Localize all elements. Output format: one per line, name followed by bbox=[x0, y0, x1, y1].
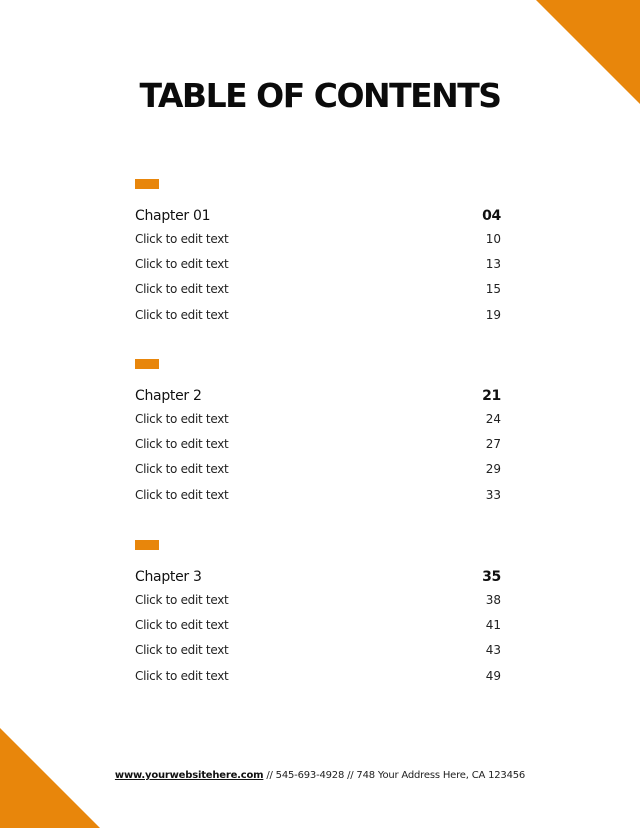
toc-entry-page-number: 27 bbox=[485, 437, 501, 452]
toc-entry-label: Click to edit text bbox=[135, 257, 229, 272]
toc-entry[interactable] bbox=[135, 232, 501, 257]
chapter-page-number: 35 bbox=[482, 569, 501, 585]
toc-entry-page-number: 49 bbox=[485, 668, 501, 683]
chapter-title: Chapter 2 bbox=[135, 388, 202, 404]
toc-entry-label: Click to edit text bbox=[135, 232, 229, 246]
chapter-page-number: 04 bbox=[482, 208, 501, 224]
toc-entry-label: Click to edit text bbox=[135, 618, 229, 633]
toc-entry-label: Click to edit text bbox=[135, 412, 229, 426]
chapter-row[interactable] bbox=[135, 208, 501, 232]
toc-entry[interactable] bbox=[135, 488, 501, 513]
toc-section-chapter-3 bbox=[135, 540, 501, 694]
accent-bar bbox=[135, 179, 159, 189]
toc-entry-label: Click to edit text bbox=[135, 462, 229, 477]
toc-entry-page-number: 41 bbox=[485, 618, 501, 633]
chapter-row[interactable] bbox=[135, 388, 501, 412]
chapter-page-number: 21 bbox=[482, 388, 501, 404]
toc-entry-page-number: 24 bbox=[485, 412, 501, 426]
accent-bar bbox=[135, 359, 159, 369]
toc-section-chapter-2 bbox=[135, 359, 501, 513]
toc-entry-label: Click to edit text bbox=[135, 307, 229, 322]
website-link[interactable]: www.yourwebsitehere.com bbox=[114, 770, 264, 781]
toc-entry-page-number: 10 bbox=[485, 232, 501, 246]
toc-entry-label: Click to edit text bbox=[135, 593, 229, 607]
chapter-title: Chapter 3 bbox=[135, 569, 202, 585]
toc-entry[interactable] bbox=[135, 308, 501, 333]
toc-section-chapter-1 bbox=[135, 179, 501, 333]
toc-entry[interactable] bbox=[135, 412, 501, 437]
toc-entry-label: Click to edit text bbox=[135, 282, 229, 297]
toc-entry[interactable] bbox=[135, 257, 501, 282]
accent-bar bbox=[135, 540, 159, 550]
toc-entry-label: Click to edit text bbox=[135, 437, 229, 452]
toc-entry-label: Click to edit text bbox=[135, 487, 229, 502]
toc-entry[interactable] bbox=[135, 643, 501, 668]
toc-entry[interactable] bbox=[135, 669, 501, 694]
chapter-title: Chapter 01 bbox=[135, 208, 211, 224]
toc-entry[interactable] bbox=[135, 462, 501, 487]
toc-entry-page-number: 13 bbox=[485, 257, 501, 272]
toc-entry-page-number: 15 bbox=[485, 282, 501, 297]
footer bbox=[0, 770, 640, 781]
page-title: TABLE OF CONTENTS bbox=[139, 76, 501, 115]
toc-entry-label: Click to edit text bbox=[135, 643, 229, 658]
toc-entry[interactable] bbox=[135, 437, 501, 462]
toc-entry-page-number: 33 bbox=[485, 487, 501, 502]
toc-entry-label: Click to edit text bbox=[135, 668, 229, 683]
toc-entry-page-number: 43 bbox=[485, 643, 501, 658]
chapter-row[interactable] bbox=[135, 569, 501, 593]
footer-contact-details: // 545-693-4928 // 748 Your Address Here, CA 123456 bbox=[263, 770, 526, 781]
toc-entry-page-number: 19 bbox=[485, 307, 501, 322]
toc-entry-page-number: 29 bbox=[485, 462, 501, 477]
toc-entry[interactable] bbox=[135, 618, 501, 643]
toc-entry-page-number: 38 bbox=[485, 593, 501, 607]
toc-entry[interactable] bbox=[135, 593, 501, 618]
toc-entry[interactable] bbox=[135, 282, 501, 307]
